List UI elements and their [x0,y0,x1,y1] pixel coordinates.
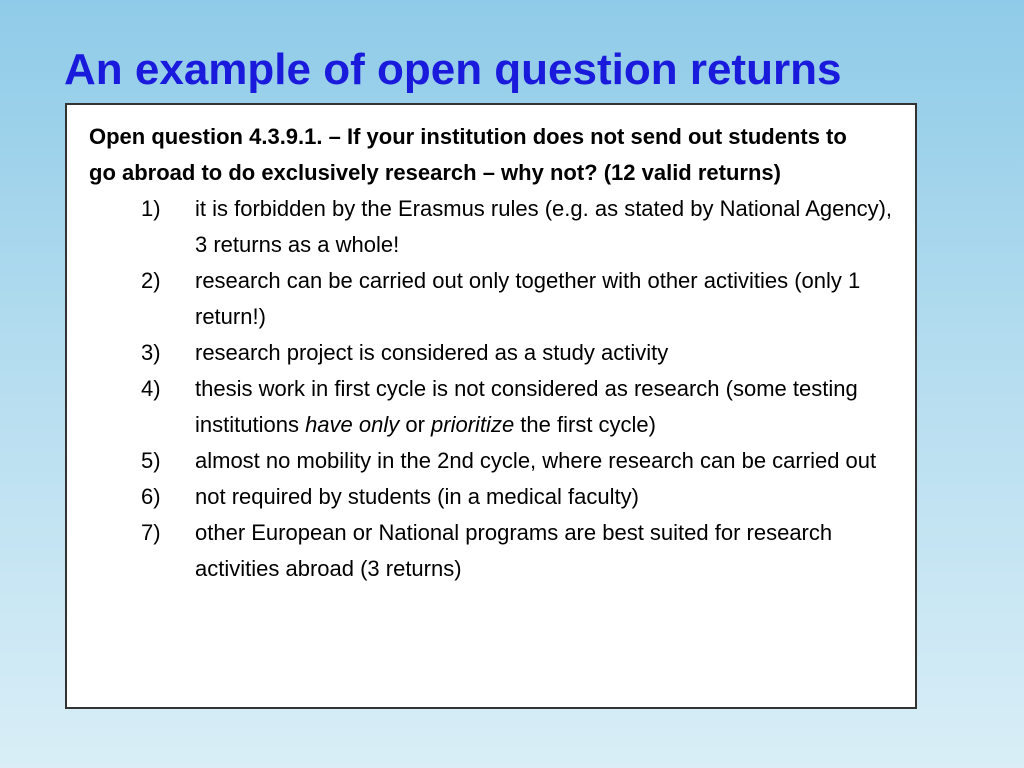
answer-number: 1) [141,196,161,221]
answer-text: research project is considered as a study activity [195,340,669,365]
answer-item [89,515,895,587]
slide-title: An example of open question returns [64,45,842,94]
answer-item [89,335,895,371]
answer-number: 3) [141,340,161,365]
answer-text: not required by students (in a medical faculty) [195,484,639,509]
answer-item [89,191,895,263]
answer-text: it is forbidden by the Erasmus rules (e.g. as stated by National Agency), 3 returns as a whole! [195,196,893,257]
answer-text-part: or [399,412,432,437]
answer-number: 6) [141,484,161,509]
question-text: Open question 4.3.9.1. – If your institution does not send out students to go abroad to do exclusively research – why not? (12 valid returns) [89,124,847,185]
answer-list [89,191,893,587]
answer-text: almost no mobility in the 2nd cycle, where research can be carried out [195,448,877,473]
answer-number: 7) [141,520,161,545]
answer-text: research can be carried out only together with other activities (only 1 return!) [195,268,861,329]
answer-text [195,376,858,437]
answer-text: other European or National programs are best suited for research activities abroad (3 returns) [195,520,833,581]
content-box [65,103,917,709]
answer-emphasis: have only [305,412,400,437]
answer-number: 2) [141,268,161,293]
answer-text-part: the first cycle) [514,412,656,437]
answer-item [89,443,895,479]
answer-item [89,479,895,515]
answer-number: 5) [141,448,161,473]
answer-item [89,371,895,443]
answer-emphasis: prioritize [431,412,515,437]
answer-text-part: thesis work in first cycle is not considered as research (some testing institutions [195,376,858,437]
answer-number: 4) [141,376,161,401]
answer-item [89,263,895,335]
